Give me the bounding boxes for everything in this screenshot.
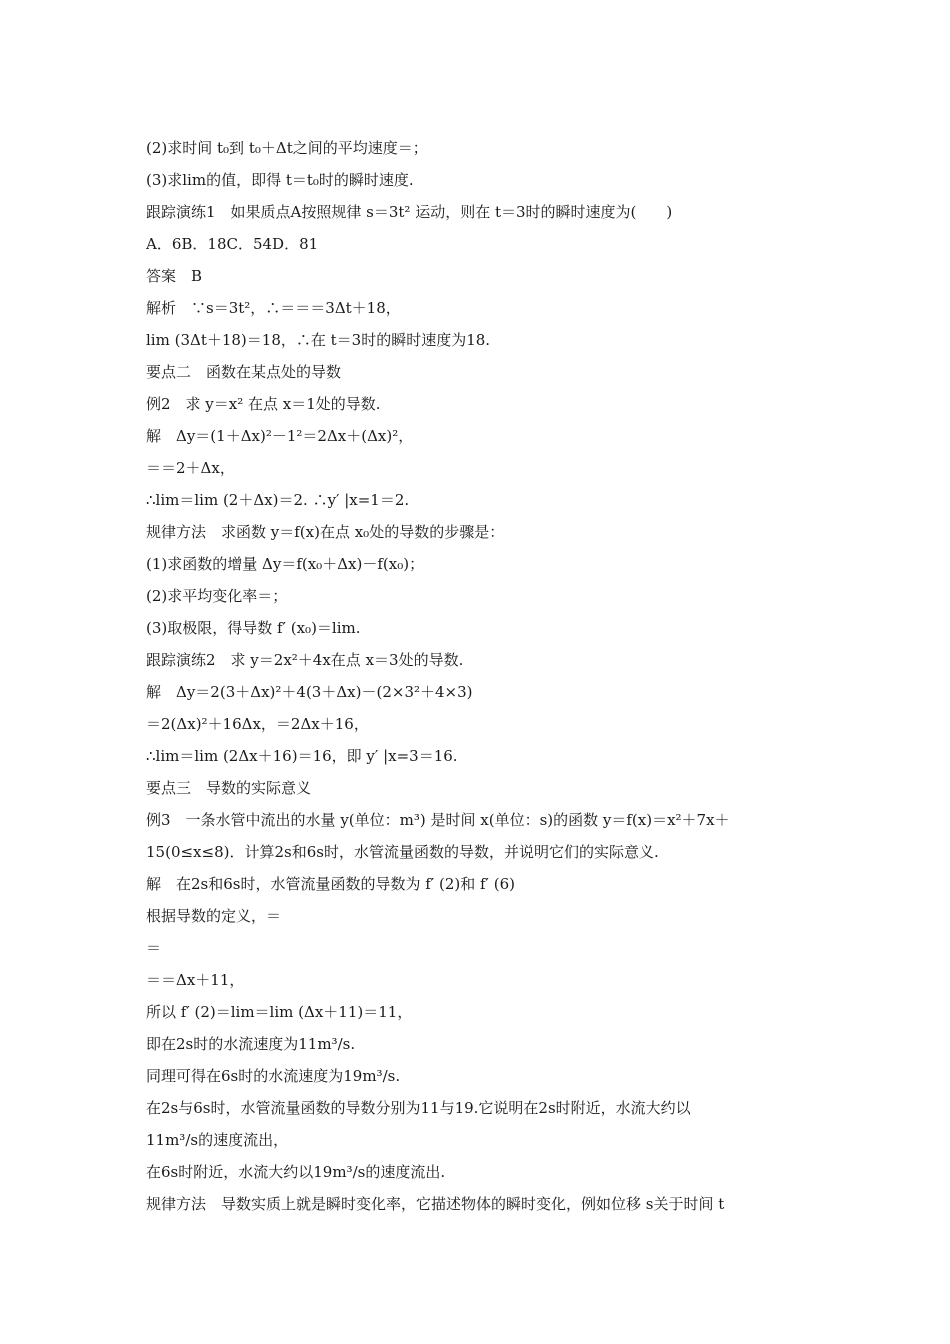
text-line: ＝＝2＋Δx， [146, 459, 235, 477]
text-line: ∴lim＝lim (2Δx＋16)＝16，即 y′ |x=3＝16. [146, 747, 458, 765]
text-line: 解 Δy＝2(3＋Δx)²＋4(3＋Δx)－(2×3²＋4×3) [146, 683, 473, 701]
text-line: ∴lim＝lim (2＋Δx)＝2. ∴y′ |x=1＝2. [146, 491, 410, 509]
text-line: 跟踪演练2 求 y＝2x²＋4x在点 x＝3处的导数. [146, 651, 464, 669]
section-heading: 要点二 函数在某点处的导数 [146, 363, 342, 381]
text-line: 规律方法 导数实质上就是瞬时变化率，它描述物体的瞬时变化，例如位移 s关于时间 t [146, 1195, 725, 1213]
text-line: 规律方法 求函数 y＝f(x)在点 x₀处的导数的步骤是： [146, 523, 505, 541]
text-line: 例3 一条水管中流出的水量 y(单位：m³) 是时间 x(单位：s)的函数 y＝f(x)＝x²＋7x＋ [146, 811, 730, 829]
text-line: 例2 求 y＝x² 在点 x＝1处的导数. [146, 395, 381, 413]
text-line: (2)求时间 t₀到 t₀＋Δt之间的平均速度＝； [146, 139, 428, 157]
text-line: (3)取极限，得导数 f′ (x₀)＝lim. [146, 619, 361, 637]
text-line: (2)求平均变化率＝； [146, 587, 288, 605]
text-line: 解 Δy＝(1＋Δx)²－1²＝2Δx＋(Δx)²， [146, 427, 414, 445]
text-line: ＝ [146, 939, 162, 957]
text-line: (1)求函数的增量 Δy＝f(x₀＋Δx)－f(x₀)； [146, 555, 425, 573]
text-line: 11m³/s的速度流出， [146, 1131, 289, 1149]
text-line: 15(0≤x≤8)．计算2s和6s时，水管流量函数的导数，并说明它们的实际意义. [146, 843, 659, 861]
text-line: 在6s时附近，水流大约以19m³/s的速度流出. [146, 1163, 446, 1181]
text-line: 即在2s时的水流速度为11m³/s. [146, 1035, 356, 1053]
section-heading: 要点三 导数的实际意义 [146, 779, 312, 797]
text-line: 根据导数的定义，＝ [146, 907, 282, 925]
text-line: A．6B．18C．54D．81 [146, 235, 319, 253]
text-line: lim (3Δt＋18)＝18，∴在 t＝3时的瞬时速度为18. [146, 331, 491, 349]
text-line: 解 在2s和6s时，水管流量函数的导数为 f′ (2)和 f′ (6) [146, 875, 515, 893]
text-line: (3)求lim的值，即得 t＝t₀时的瞬时速度. [146, 171, 414, 189]
text-line: 在2s与6s时，水管流量函数的导数分别为11与19.它说明在2s时附近，水流大约以 [146, 1099, 691, 1117]
text-line: 答案 B [146, 267, 203, 285]
text-line: 同理可得在6s时的水流速度为19m³/s. [146, 1067, 401, 1085]
text-line: 跟踪演练1 如果质点A按照规律 s＝3t² 运动，则在 t＝3时的瞬时速度为( ) [146, 203, 673, 221]
text-line: 解析 ∵s＝3t²，∴＝＝＝3Δt＋18， [146, 299, 401, 317]
text-line: ＝＝Δx＋11， [146, 971, 245, 989]
text-line: 所以 f′ (2)＝lim＝lim (Δx＋11)＝11， [146, 1003, 413, 1021]
text-line: ＝2(Δx)²＋16Δx，＝2Δx＋16， [146, 715, 369, 733]
